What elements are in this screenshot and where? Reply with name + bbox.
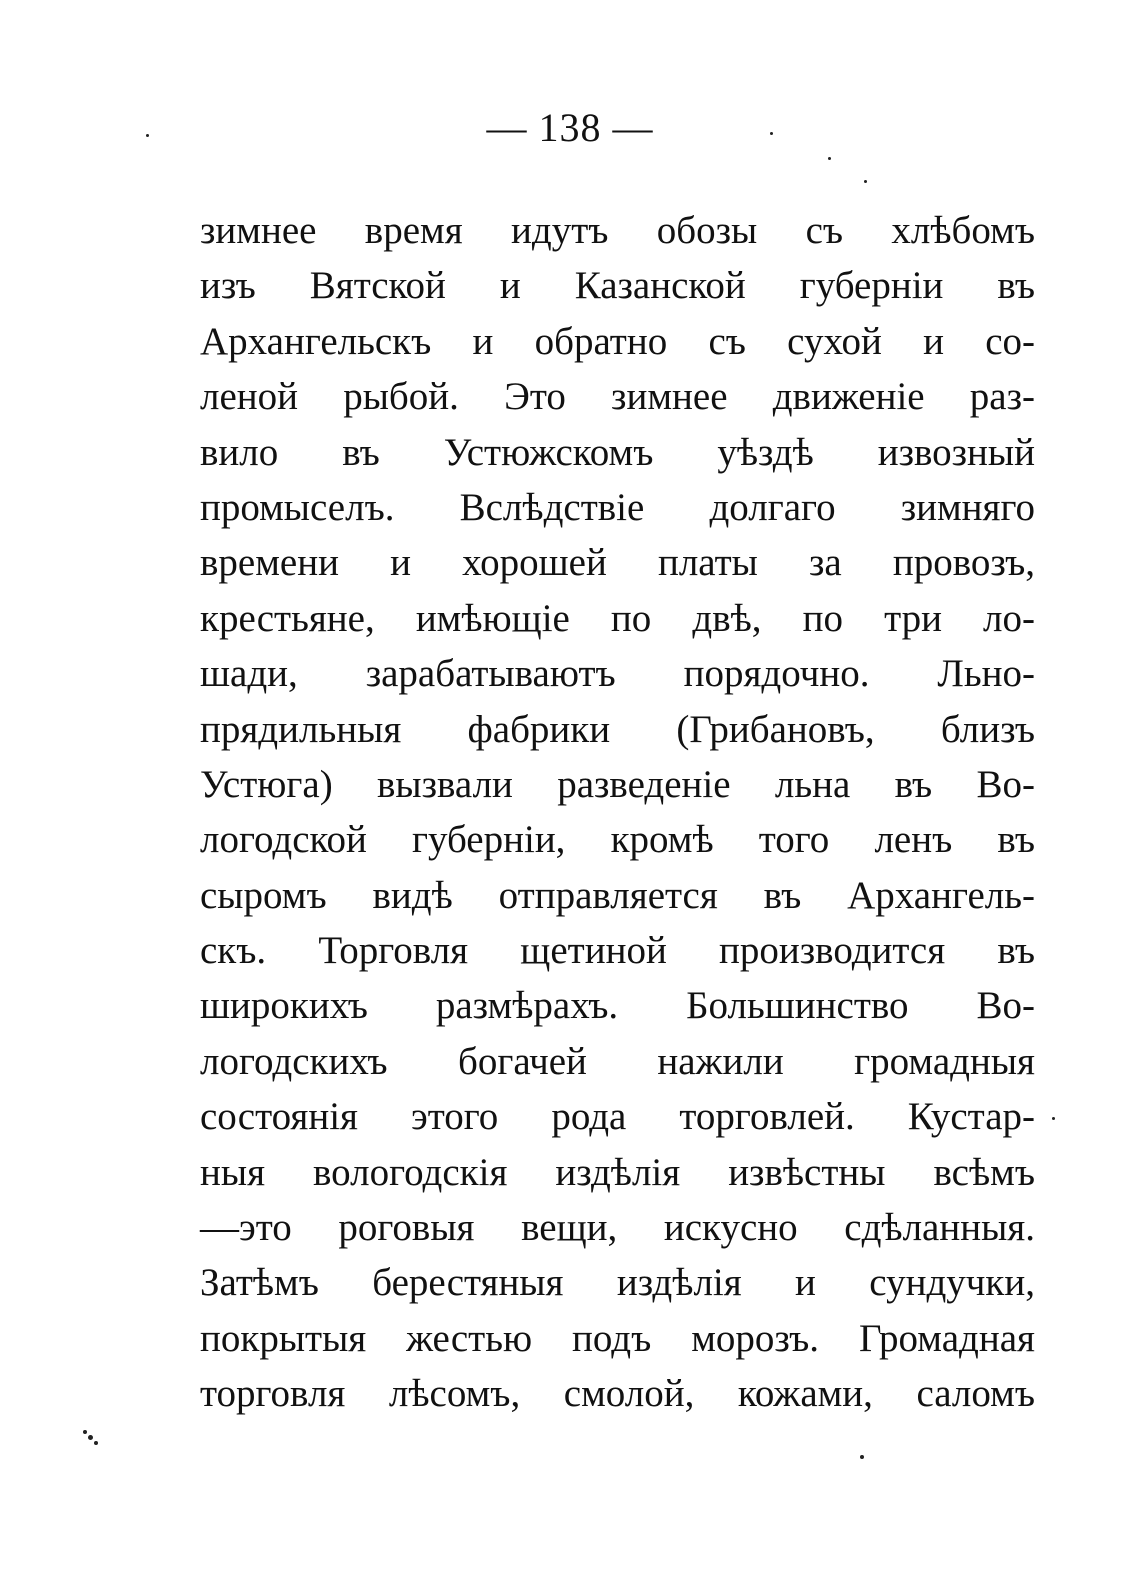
text-line: покрытыя жестью подъ морозъ. Громадная xyxy=(200,1316,1035,1360)
text-line: Архангельскъ и обратно съ сухой и со- xyxy=(200,319,1035,363)
text-line: времени и хорошей платы за провозъ, xyxy=(200,541,1035,585)
text-line: изъ Вятской и Казанской губерніи въ xyxy=(200,264,1035,308)
text-line: прядильныя фабрики (Грибановъ, близъ xyxy=(200,707,1035,751)
text-line: скъ. Торговля щетиной производится въ xyxy=(200,929,1035,973)
text-line: крестьяне, имѣющіе по двѣ, по три ло- xyxy=(200,596,1035,640)
scan-speck xyxy=(864,180,867,183)
text-line: вило въ Устюжскомъ уѣздѣ извозный xyxy=(200,430,1035,474)
scan-speck xyxy=(83,1430,87,1434)
text-line: логодскихъ богачей нажили громадныя xyxy=(200,1039,1035,1083)
text-line: состоянія этого рода торговлей. Кустар- xyxy=(200,1095,1035,1139)
text-line: —это роговыя вещи, искусно сдѣланныя. xyxy=(200,1206,1035,1250)
text-line: торговля лѣсомъ, смолой, кожами, саломъ xyxy=(200,1372,1035,1416)
text-line: логодской губерніи, кромѣ того ленъ въ xyxy=(200,818,1035,862)
text-line: промыселъ. Вслѣдствіе долгаго зимняго xyxy=(200,485,1035,529)
text-line: сыромъ видѣ отправляется въ Архангель- xyxy=(200,873,1035,917)
text-line: зимнее время идутъ обозы съ хлѣбомъ xyxy=(200,209,1035,252)
scan-speck xyxy=(1052,1117,1055,1120)
text-line: широкихъ размѣрахъ. Большинство Во- xyxy=(200,984,1035,1028)
text-line: Устюга) вызвали разведеніе льна въ Во- xyxy=(200,762,1035,806)
page-number: — 138 — xyxy=(486,105,654,150)
scan-speck xyxy=(146,134,149,137)
body-text xyxy=(200,203,1035,1422)
text-line: Затѣмъ берестяныя издѣлія и сундучки, xyxy=(200,1261,1035,1305)
text-line: ныя вологодскія издѣлія извѣстны всѣмъ xyxy=(200,1150,1035,1194)
text-line: шади, зарабатываютъ порядочно. Льно- xyxy=(200,652,1035,696)
scan-speck xyxy=(770,132,773,135)
scan-speck xyxy=(88,1435,93,1440)
text-line: леной рыбой. Это зимнее движеніе раз- xyxy=(200,375,1035,419)
scan-speck xyxy=(94,1441,98,1445)
scan-speck xyxy=(828,157,831,160)
scan-speck xyxy=(860,1455,864,1459)
